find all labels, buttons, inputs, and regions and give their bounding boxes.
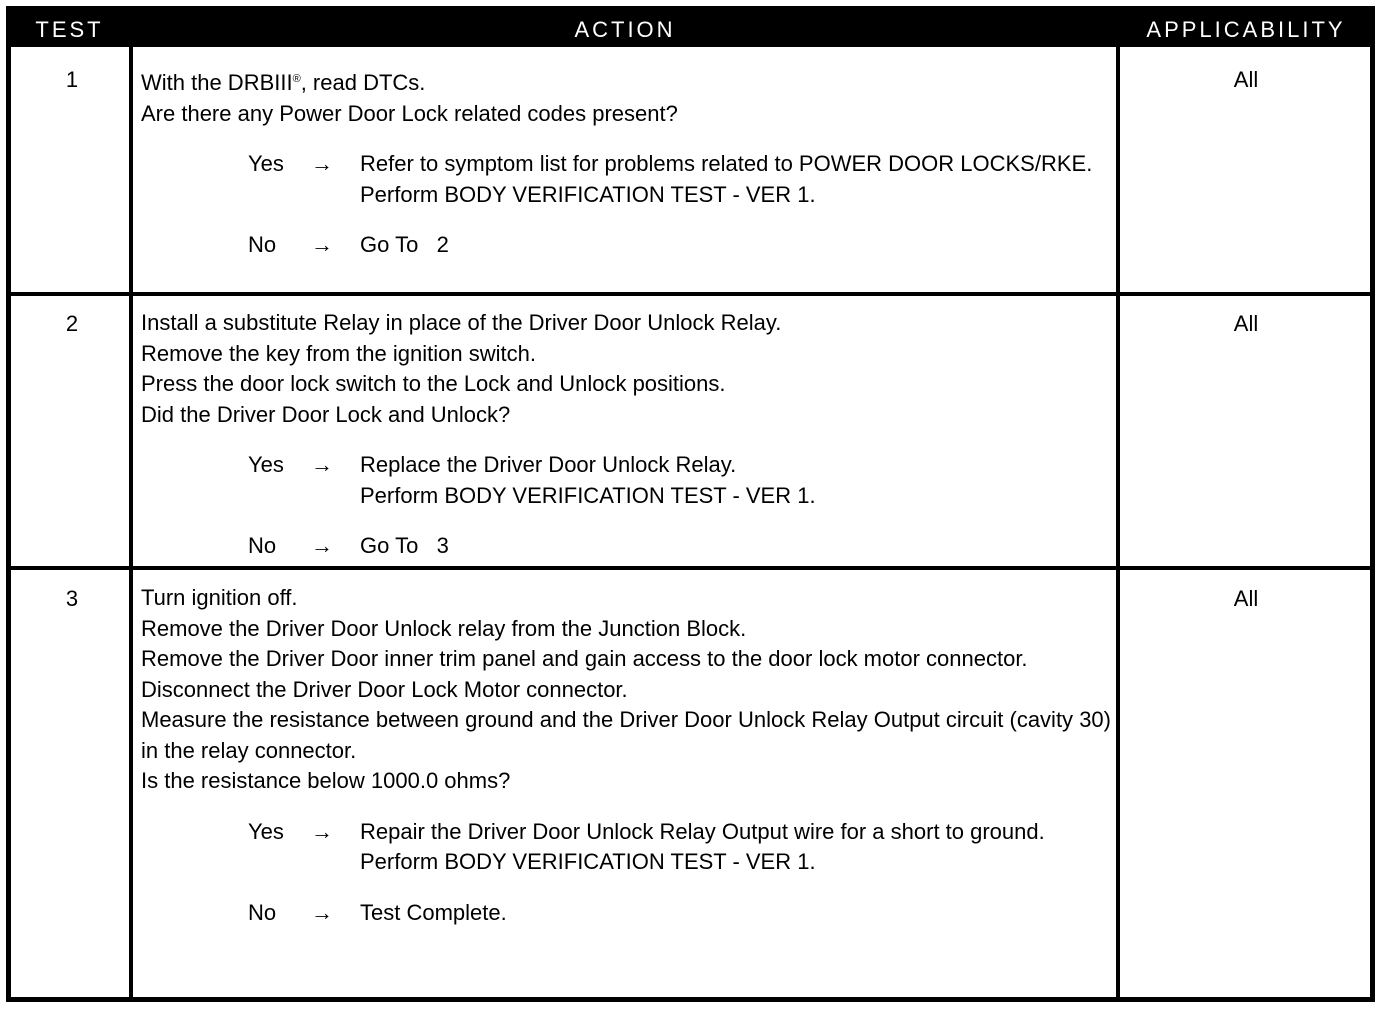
applicability-value: All xyxy=(1233,311,1259,336)
yes-text: Perform BODY VERIFICATION TEST - VER 1. xyxy=(360,849,816,874)
arrow-icon: → xyxy=(311,818,333,844)
action-line: Are there any Power Door Lock related codes present? xyxy=(141,100,678,126)
column-divider xyxy=(1116,47,1120,997)
yes-answer xyxy=(141,450,1111,511)
arrow-icon: → xyxy=(311,533,333,558)
no-answer xyxy=(141,898,1111,929)
arrow-icon: → xyxy=(311,452,333,477)
action-cell xyxy=(141,308,1111,562)
yes-label: Yes xyxy=(248,818,284,844)
action-line: Remove the Driver Door inner trim panel and gain access to the door lock motor connector. xyxy=(141,646,1028,671)
arrow-icon: → xyxy=(311,151,333,176)
diagnostic-test-table xyxy=(6,6,1375,1002)
action-line: Remove the key from the ignition switch. xyxy=(141,340,536,366)
arrow-icon: → xyxy=(311,899,333,925)
action-line: With the DRBIII®, read DTCs. xyxy=(141,70,426,95)
arrow-icon: → xyxy=(311,232,333,257)
no-answer xyxy=(141,531,1111,562)
column-divider xyxy=(129,47,133,997)
action-line: Disconnect the Driver Door Lock Motor connector. xyxy=(141,676,628,702)
action-line: Install a substitute Relay in place of the Driver Door Unlock Relay. xyxy=(141,310,782,335)
no-label: No xyxy=(248,232,277,257)
test-number: 3 xyxy=(65,586,79,611)
header-test: TEST xyxy=(35,17,104,42)
yes-answer xyxy=(141,149,1111,210)
applicability-value: All xyxy=(1233,586,1259,611)
action-cell xyxy=(141,64,1111,261)
yes-text: Refer to symptom list for problems related to POWER DOOR LOCKS/RKE. xyxy=(360,151,1093,176)
yes-text: Perform BODY VERIFICATION TEST - VER 1. xyxy=(360,482,816,508)
registered-mark: ® xyxy=(292,73,301,85)
yes-text: Replace the Driver Door Unlock Relay. xyxy=(360,452,737,477)
action-cell xyxy=(141,583,1111,928)
action-line: Turn ignition off. xyxy=(141,585,298,610)
action-line: Remove the Driver Door Unlock relay from the Junction Block. xyxy=(141,615,747,641)
action-line: Is the resistance below 1000.0 ohms? xyxy=(141,768,511,793)
no-label: No xyxy=(248,899,277,925)
header-action: ACTION xyxy=(574,17,676,42)
action-line: Measure the resistance between ground and the Driver Door Unlock Relay Output circuit (cavity 30) in the relay connector. xyxy=(141,707,1111,763)
no-label: No xyxy=(248,533,277,558)
no-text: Go To 2 xyxy=(360,232,449,257)
no-answer xyxy=(141,230,1111,261)
row-divider xyxy=(11,566,1370,570)
test-number: 2 xyxy=(65,311,79,336)
header-applicability: APPLICABILITY xyxy=(1146,17,1346,42)
table-header xyxy=(11,11,1370,47)
row-divider xyxy=(11,292,1370,296)
yes-answer xyxy=(141,817,1111,878)
action-line: Did the Driver Door Lock and Unlock? xyxy=(141,401,511,427)
applicability-value: All xyxy=(1233,67,1259,92)
no-text: Go To 3 xyxy=(360,533,449,558)
yes-label: Yes xyxy=(248,452,284,477)
action-line: Press the door lock switch to the Lock and Unlock positions. xyxy=(141,371,726,396)
test-number: 1 xyxy=(65,67,79,92)
yes-text: Perform BODY VERIFICATION TEST - VER 1. xyxy=(360,181,816,207)
header-divider xyxy=(1115,11,1120,47)
yes-label: Yes xyxy=(248,151,284,176)
no-text: Test Complete. xyxy=(360,899,507,925)
yes-text: Repair the Driver Door Unlock Relay Output wire for a short to ground. xyxy=(360,818,1045,844)
